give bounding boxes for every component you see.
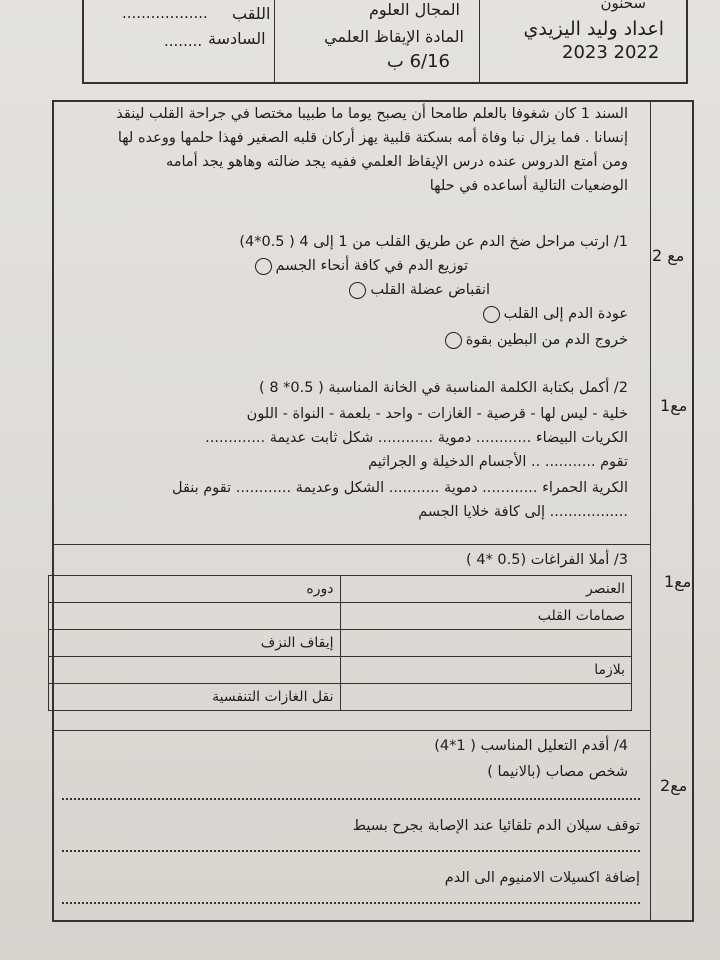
q4-item: توقف سيلان الدم تلقائيا عند الإصابة بجرح بسيط <box>352 818 640 834</box>
q3-title: 3/ أملا الفراغات (0.5 *4 ) <box>466 552 628 568</box>
role-cell[interactable]: نقل الغازات التنفسية <box>49 684 341 711</box>
criterion-q2: مع1 <box>660 396 688 415</box>
role-cell[interactable] <box>49 657 341 684</box>
surname-dots: .................. <box>122 4 208 22</box>
answer-circle[interactable] <box>445 332 462 349</box>
section-separator <box>54 730 650 731</box>
criteria-column-border <box>650 102 651 920</box>
partial-top-text: سحنون <box>600 0 646 12</box>
criterion-q4: مع2 <box>660 776 688 795</box>
table-row <box>49 657 632 684</box>
q4-item: شخص مصاب (بالانيما ) <box>487 764 628 780</box>
author-line: اعداد وليد اليزيدي <box>523 18 664 40</box>
table-row <box>49 630 632 657</box>
context-line-1: السند 1 كان شغوفا بالعلم طامحا أن يصبح يوما ما طبيبا مختصا في جراحة القلب لينقذ <box>116 106 628 122</box>
element-cell[interactable]: بلازما <box>340 657 632 684</box>
role-cell[interactable] <box>49 603 341 630</box>
surname-label: اللقب <box>232 4 271 23</box>
header-divider <box>274 0 275 82</box>
q1-item: انقباض عضلة القلب <box>345 280 490 300</box>
school-years: 2023 2022 <box>562 42 660 63</box>
q2-line[interactable]: تقوم ........... .. الأجسام الدخيلة و الجراثيم <box>368 454 628 470</box>
grade-dots: ........ <box>164 32 203 50</box>
table-header-row <box>49 576 632 603</box>
q4-item: إضافة اكسيلات الامنيوم الى الدم <box>444 870 640 886</box>
section-separator <box>54 544 650 545</box>
q2-line[interactable]: الكرية الحمراء ............ دموية ........... الشكل وعديمة ............ تقوم بنقل <box>171 480 628 496</box>
answer-line[interactable] <box>62 798 640 800</box>
criterion-q3: مع1 <box>664 572 692 591</box>
grade-label: السادسة <box>208 29 266 48</box>
q2-title: 2/ أكمل بكتابة الكلمة المناسبة في الخانة المناسبة ( 0.5* 8 ) <box>259 380 628 396</box>
q2-line[interactable]: الكريات البيضاء ............ دموية ............ شكل ثابت عديمة ............. <box>205 430 628 446</box>
table-row <box>49 684 632 711</box>
context-line-2: إنسانا . فما يزال نبا وفاة أمه بسكتة قلبية يهز أركان قلبه الصغير فهذا حلمها ووعده لها <box>117 130 628 146</box>
element-cell[interactable]: صمامات القلب <box>340 603 632 630</box>
answer-line[interactable] <box>62 902 640 904</box>
q1-item: عودة الدم إلى القلب <box>479 304 628 324</box>
q1-title: 1/ ارتب مراحل ضخ الدم عن طريق القلب من 1 إلى 4 ( 0.5*4) <box>239 234 628 250</box>
answer-circle[interactable] <box>349 282 366 299</box>
col-role-header: دوره <box>49 576 341 603</box>
element-cell[interactable] <box>340 684 632 711</box>
field-label: المجال العلوم <box>369 0 460 19</box>
col-element-header: العنصر <box>340 576 632 603</box>
context-line-4: الوضعيات التالية أساعده في حلها <box>429 178 628 194</box>
answer-line[interactable] <box>62 850 640 852</box>
subject-label: المادة الإيقاظ العلمي <box>324 27 464 46</box>
answer-circle[interactable] <box>255 258 272 275</box>
q4-title: 4/ أقدم التعليل المناسب ( 1*4) <box>434 738 628 754</box>
element-cell[interactable] <box>340 630 632 657</box>
role-cell[interactable]: إيقاف النزف <box>49 630 341 657</box>
answer-circle[interactable] <box>483 306 500 323</box>
exam-header <box>82 0 688 84</box>
criterion-q1: مع 2 <box>652 246 685 265</box>
q2-words: خلية - ليس لها - قرصية - الغازات - واحد - بلعمة - النواة - اللون <box>246 406 628 422</box>
q3-table <box>48 575 632 711</box>
table-row <box>49 603 632 630</box>
context-line-3: ومن أمتع الدروس عنده درس الإيقاظ العلمي ففيه يجد ضالته وهاهو يجد أمامه <box>165 154 628 170</box>
q2-line[interactable]: ................. إلى كافة خلايا الجسم <box>418 504 628 520</box>
q1-item: توزيع الدم في كافة أنحاء الجسم <box>251 256 468 276</box>
header-divider <box>479 0 480 82</box>
class-code: 6/16 ب <box>386 51 450 72</box>
q1-item: خروج الدم من البطين بقوة <box>441 330 628 350</box>
